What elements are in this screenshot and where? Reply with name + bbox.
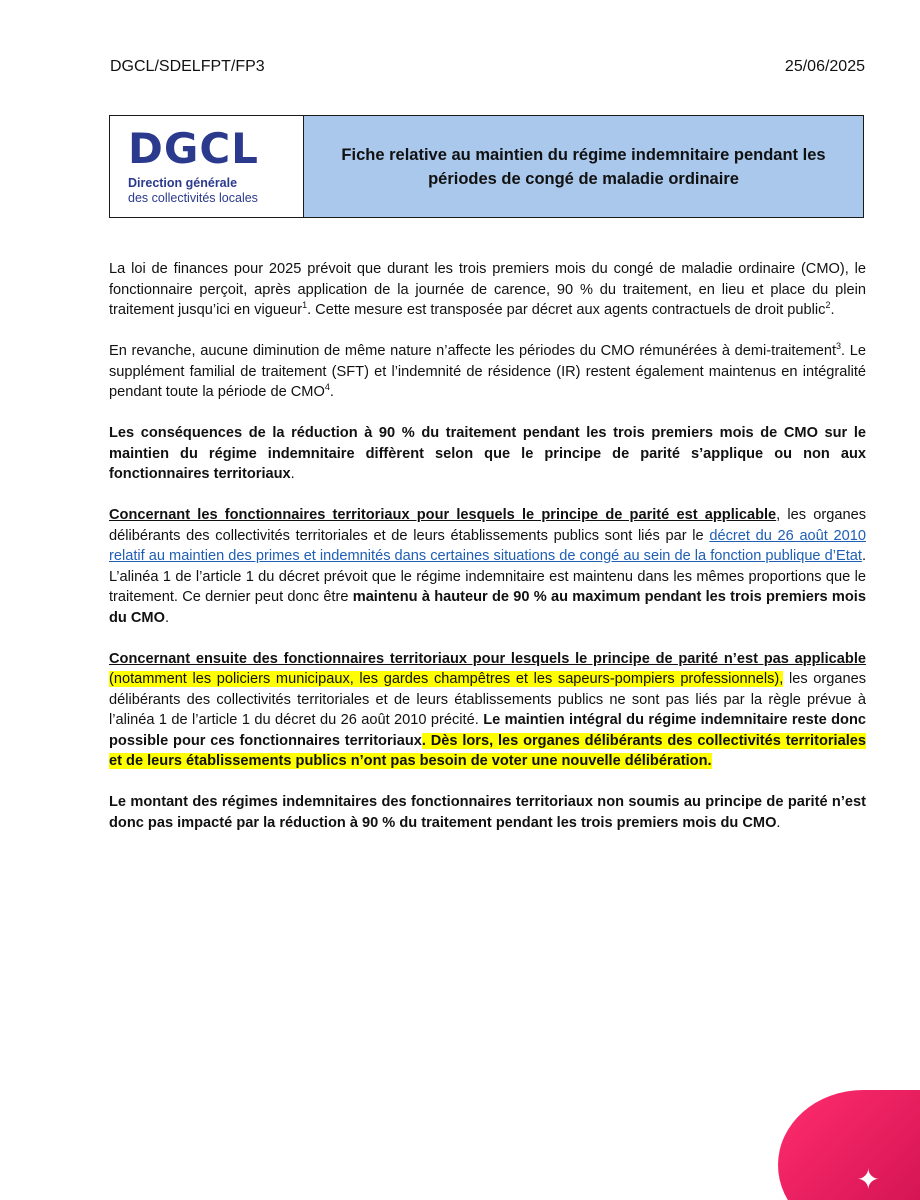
paragraph-2 [109,341,866,403]
dgcl-logo [110,116,304,217]
p4-text3: . [164,609,169,626]
p4-text2: . L’alinéa 1 de l’article 1 du décret prévoit que le régime indemnitaire est maintenu dans les mêmes proportions que le traitement. Ce dernier peut donc être [109,548,866,605]
p6-bold-text: Le montant des régimes indemnitaires des fonctionnaires territoriaux non soumis au principe de parité n’est donc pas impacté par la réduction à 90 % du traitement pendant les trois premiers mois du CMO [109,794,866,831]
p5-highlight-bold2: . Dès lors, les organes délibérants des collectivités territoriales et de leurs établissements publics n’ont pas besoin de voter une nouvelle délibération. [109,732,866,769]
document-title: Fiche relative au maintien du régime indemnitaire pendant les périodes de congé de maladie ordinaire [304,116,863,217]
corner-badge[interactable] [778,1090,920,1200]
p2-text2: . Le supplément familial de traitement (SFT) et l’indemnité de résidence (IR) restent également maintenus en intégralité pendant toute la période de CMO [109,343,867,400]
logo-acronym: DGCL [128,124,259,173]
p5-lead: Concernant ensuite des fonctionnaires territoriaux pour lesquels le principe de parité n’est pas applicable [109,650,866,667]
sparkle-icon[interactable]: ✦ [856,1163,880,1196]
footnote-ref-4[interactable]: 4 [324,382,330,393]
p6-text2: . [776,814,781,831]
p1-text3: . [830,302,835,318]
p5-bold1: Le maintien intégral du régime indemnitaire reste donc possible pour ces fonctionnaires territoriaux [109,712,866,749]
p4-bold: maintenu à hauteur de 90 % au maximum pendant les trois premiers mois du CMO [109,589,866,626]
p4-text1: , les organes délibérants des collectivités territoriales et de leurs établissements publics sont liés par le [109,507,867,544]
footnote-ref-2[interactable]: 2 [825,300,831,311]
header-box [109,115,864,218]
paragraph-6 [109,792,866,833]
decree-link[interactable]: décret du 26 août 2010 relatif au maintien des primes et indemnités dans certaines situations de congé au sein de la fonction publique d’Etat [109,527,866,564]
p3-text2: . [290,466,295,482]
logo-line1: Direction générale [128,176,238,190]
p5-highlight-paren: (notamment les policiers municipaux, les gardes champêtres et les sapeurs-pompiers professionnels), [109,671,784,687]
paragraph-4 [109,505,866,628]
paragraph-5 [109,649,866,772]
footnote-ref-3[interactable]: 3 [836,341,842,352]
p4-lead: Concernant les fonctionnaires territoriaux pour lesquels le principe de parité est applicable [109,507,777,523]
p1-text1: La loi de finances pour 2025 prévoit que durant les trois premiers mois du congé de maladie ordinaire (CMO), le fonctionnaire perçoit, après application de la journée de carence, 90 % du traitement, en lieu et place du plein traitement jusqu’ici en vigueur [109,261,866,318]
document-date: 25/06/2025 [784,58,865,75]
p2-text3: . [329,384,334,400]
p5-text1: les organes délibérants des collectivités territoriales et de leurs établissements publics ne sont pas liés par la règle prévue à l’alinéa 1 de l’article 1 du décret du 26 août 2010 précité. [109,671,866,728]
document-body [109,259,866,854]
footnote-ref-1[interactable]: 1 [302,300,308,311]
paragraph-1 [109,259,866,321]
paragraph-3 [109,423,866,485]
logo-line2: des collectivités locales [128,191,258,205]
document-reference: DGCL/SDELFPT/FP3 [110,58,265,75]
p3-bold-text: Les conséquences de la réduction à 90 % du traitement pendant les trois premiers mois de CMO sur le maintien du régime indemnitaire diffèrent selon que le principe de parité s’applique ou non aux fonctionnaires territoriaux [109,425,866,482]
p1-text2: . Cette mesure est transposée par décret aux agents contractuels de droit public [307,302,826,318]
p2-text1: En revanche, aucune diminution de même nature n’affecte les périodes du CMO rémunérées à demi-traitement [109,343,837,359]
